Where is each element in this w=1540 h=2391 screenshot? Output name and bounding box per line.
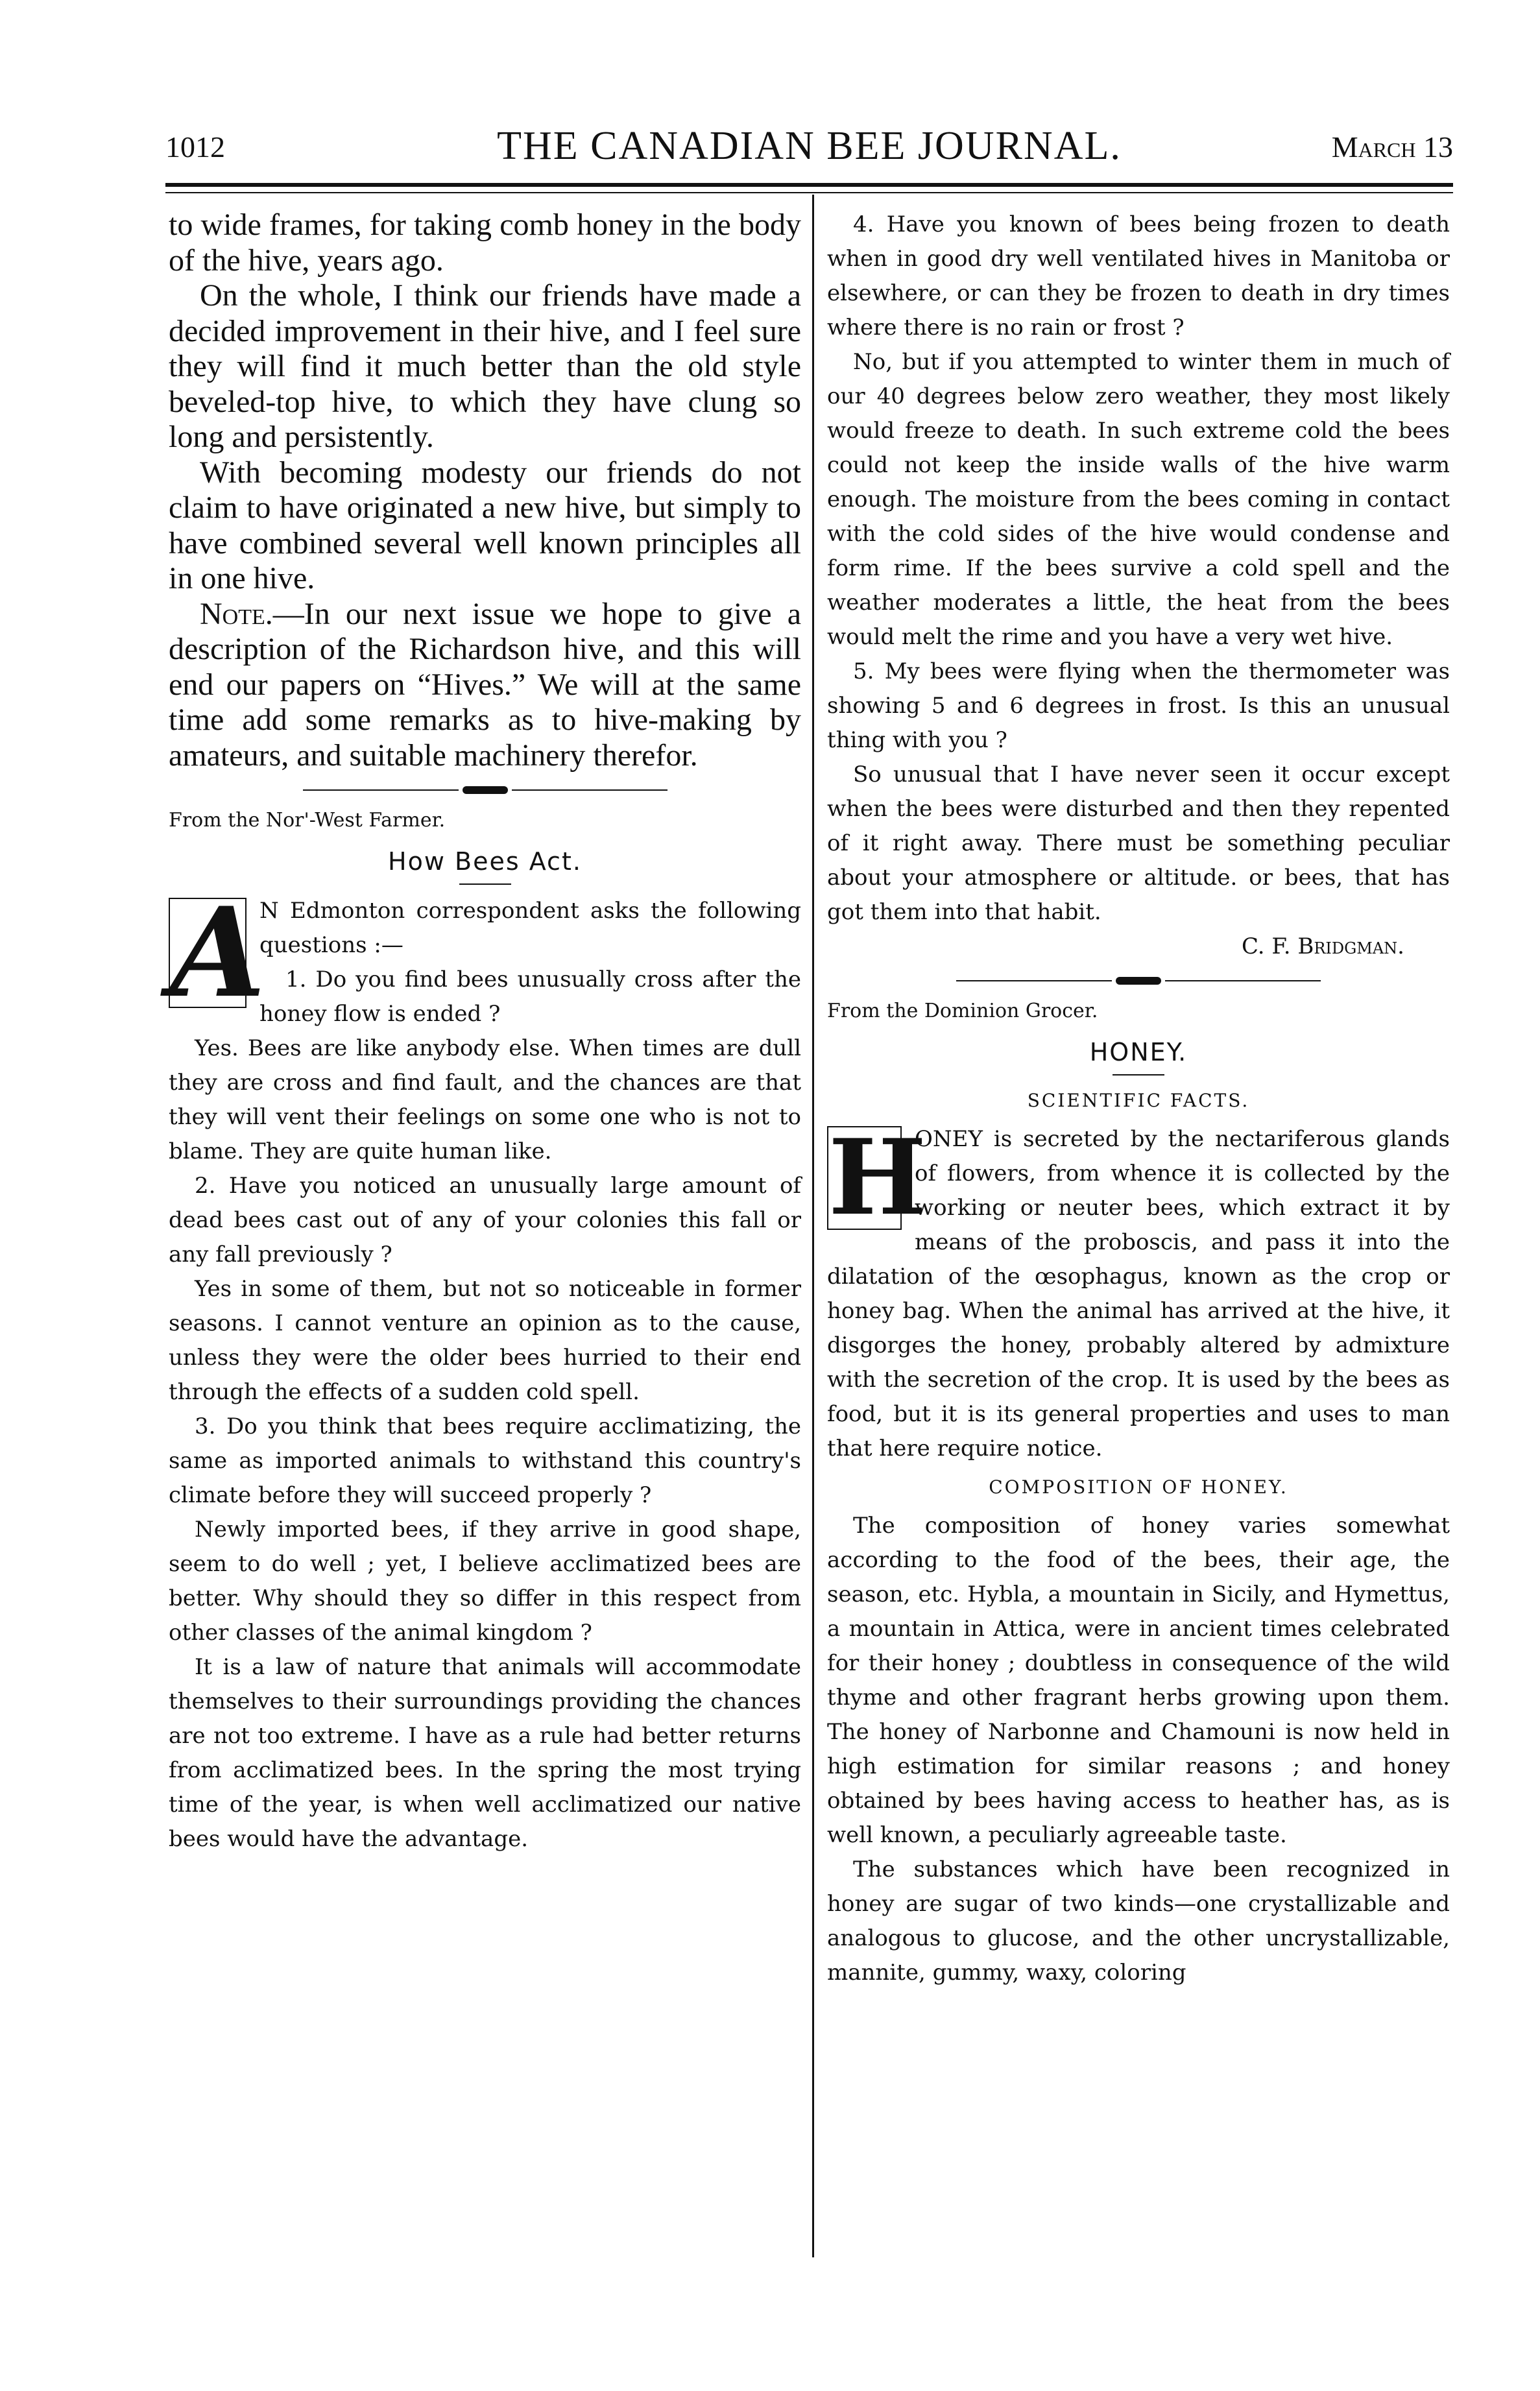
article-source: From the Nor'-West Farmer. — [169, 809, 446, 832]
column-divider — [812, 195, 814, 2257]
subheading-composition: COMPOSITION OF HONEY. — [989, 1476, 1288, 1498]
title-dash — [1113, 1074, 1164, 1075]
article-title: How Bees Act. — [388, 847, 582, 876]
question-3: 3. Do you think that bees require acclimatizing, the same as imported animals to withstand this country's climate before they will succeed properly ? — [169, 1413, 801, 1508]
article-source: From the Dominion Grocer. — [827, 1000, 1098, 1022]
note-label: Note. — [200, 596, 273, 631]
paragraph: On the whole, I think our friends have made a decided improvement in their hive, and I feel sure they will find it much better than the old style beveled-top hive, to which they have clung so long and persistently. — [169, 278, 801, 454]
issue-date: March 13 — [1331, 130, 1453, 163]
question-1: 1. Do you find bees unusually cross after the honey flow is ended ? — [259, 967, 801, 1027]
left-column — [169, 208, 801, 1856]
drop-cap: H — [828, 1116, 927, 1238]
answer-2: Yes in some of them, but not so noticeable in former seasons. I cannot venture an opinion as to the cause, unless they were the older bees hurried to their end through the effects of a sudden cold spell. — [169, 1276, 801, 1405]
subheading-scientific-facts: SCIENTIFIC FACTS. — [1027, 1090, 1250, 1111]
answer-1: Yes. Bees are like anybody else. When times are dull they are cross and find fault, and the chances are that they will vent their feelings on some one who is not to blame. They are quite human like. — [169, 1035, 801, 1164]
header-rule-thin — [165, 192, 1453, 193]
editor-note — [169, 597, 801, 774]
question-4: 4. Have you known of bees being frozen to death when in good dry well ventilated hives in Manitoba or elsewhere, or can they be frozen to death in dry times where there is no rain or frost ? — [827, 211, 1450, 341]
question-5: 5. My bees were flying when the thermometer was showing 5 and 6 degrees in frost. Is this an unusual thing with you ? — [827, 658, 1450, 753]
continued-paragraph: to wide frames, for taking comb honey in the body of the hive, years ago. — [169, 208, 801, 278]
page-header — [165, 123, 1453, 175]
header-rule-thick — [165, 183, 1453, 187]
section-divider-ornament — [169, 786, 801, 794]
question-2: 2. Have you noticed an unusually large amount of dead bees cast out of any of your colonies this fall or any fall previously ? — [169, 1173, 801, 1268]
honey-paragraph-2: The composition of honey varies somewhat according to the food of the bees, their age, the season, etc. Hybla, a mountain in Sicily, and Hymettus, a mountain in Attica, were in ancient times celebrated for their honey ; doubtless in consequence of the wild thyme and other fragrant herbs growing upon them. The honey of Narbonne and Chamouni is now held in high estimation for similar reasons ; and honey obtained by bees having access to heather has, as is well known, a peculiarly agreeable taste. — [827, 1513, 1450, 1848]
answer-3b: It is a law of nature that animals will accommodate themselves to their surroundings providing the chances are not too extreme. I have as a rule had better returns from acclimatized bees. In the spring the most trying time of the year, is when well acclimatized our native bees would have the advantage. — [169, 1654, 801, 1852]
honey-paragraph-3: The substances which have been recognized in honey are sugar of two kinds—one crystallizable and analogous to glucose, and the other uncrystallizable, mannite, gummy, waxy, coloring — [827, 1856, 1450, 1986]
paragraph: With becoming modesty our friends do not claim to have originated a new hive, but simply to have combined several well known principles all in one hive. — [169, 455, 801, 595]
author-signature: C. F. Bridgman. — [1242, 933, 1404, 959]
answer-4: No, but if you attempted to winter them in much of our 40 degrees below zero weather, they most likely would freeze to death. In such extreme cold the bees could not keep the inside walls of the hive warm enough. The moisture from the bees coming in contact with the cold sides of the hive would condense and form rime. If the bees survive a cold spell and the weather moderates a little, the heat from the bees would melt the rime and you have a very wet hive. — [827, 349, 1450, 650]
right-column — [827, 208, 1450, 1990]
article-intro: N Edmonton correspondent asks the following questions :— — [259, 898, 801, 958]
drop-cap: A — [170, 880, 266, 1025]
page-number: 1012 — [165, 130, 225, 163]
answer-5: So unusual that I have never seen it occur except when the bees were disturbed and then they repented of it right away. There must be something peculiar about your atmosphere or altitude. or bees, that has got them into that habit. — [827, 762, 1450, 925]
note-text: —In our next issue we hope to give a description of the Richardson hive, and this will end our papers on “Hives.” We will at the same time add some remarks as to hive-making by amateurs, and suitable machinery therefor. — [169, 596, 801, 773]
answer-3a: Newly imported bees, if they arrive in good shape, seem to do well ; yet, I believe acclimatized bees are better. Why should they so differ in this respect from other classes of the animal kingdom ? — [169, 1517, 801, 1646]
honey-paragraph-1: ONEY is secreted by the nectariferous glands of flowers, from whence it is collected by the working or neuter bees, which extract it by means of the proboscis, and pass it into the dilatation of the œsophagus, known as the crop or honey bag. When the animal has arrived at the hive, it disgorges the honey, probably altered by admixture with the secretion of the crop. It is used by the bees as food, but it is its general properties and uses to man that here require notice. — [827, 1126, 1450, 1461]
journal-title: THE CANADIAN BEE JOURNAL. — [497, 124, 1122, 168]
title-dash — [459, 883, 511, 885]
article-title: HONEY. — [1089, 1038, 1188, 1066]
section-divider-ornament — [827, 977, 1450, 985]
